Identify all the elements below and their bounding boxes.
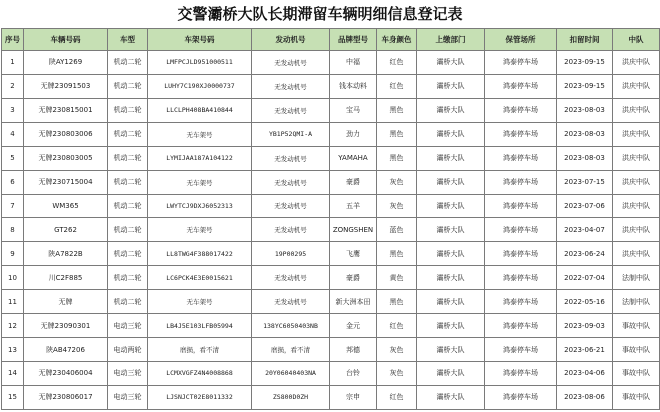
squad: 事故中队	[613, 338, 660, 362]
plate-number: WM365	[24, 194, 108, 218]
header-vehicle-type: 车型	[108, 29, 148, 51]
table-row	[2, 122, 660, 146]
body-color: 灰色	[377, 170, 417, 194]
brand-model: 金元	[330, 314, 377, 338]
vehicle-register-table	[1, 28, 660, 410]
vin-number: LWYTCJ9DXJ6052313	[148, 194, 252, 218]
row-index: 13	[2, 338, 24, 362]
brand-model: 邦德	[330, 338, 377, 362]
table-row	[2, 51, 660, 75]
body-color: 蓝色	[377, 218, 417, 242]
brand-model: 五羊	[330, 194, 377, 218]
plate-number: 无牌	[24, 290, 108, 314]
squad: 洪庆中队	[613, 98, 660, 122]
body-color: 黑色	[377, 146, 417, 170]
department: 灞桥大队	[417, 51, 485, 75]
row-index: 9	[2, 242, 24, 266]
body-color: 红色	[377, 74, 417, 98]
row-index: 15	[2, 385, 24, 409]
engine-number: 无发动机号	[252, 98, 330, 122]
vin-number: LJSNJCT02E8011332	[148, 385, 252, 409]
brand-model: YAMAHA	[330, 146, 377, 170]
department: 灞桥大队	[417, 290, 485, 314]
vin-number: LB4J5E103LFB05994	[148, 314, 252, 338]
row-index: 1	[2, 51, 24, 75]
storage-place: 鸿泰停车场	[485, 314, 557, 338]
plate-number: 无牌230406004	[24, 361, 108, 385]
detain-time: 2023-08-03	[557, 122, 613, 146]
row-index: 6	[2, 170, 24, 194]
engine-number: 20Y06040403NA	[252, 361, 330, 385]
row-index: 10	[2, 266, 24, 290]
header-engine-no: 发动机号	[252, 29, 330, 51]
vehicle-type: 机动二轮	[108, 122, 148, 146]
table-row	[2, 361, 660, 385]
vin-number: 无车架号	[148, 170, 252, 194]
row-index: 14	[2, 361, 24, 385]
vin-number: 无车架号	[148, 290, 252, 314]
table-header-row	[2, 29, 660, 51]
plate-number: 无牌230715004	[24, 170, 108, 194]
department: 灞桥大队	[417, 170, 485, 194]
row-index: 8	[2, 218, 24, 242]
brand-model: 劲力	[330, 122, 377, 146]
plate-number: 无牌230806017	[24, 385, 108, 409]
table-row	[2, 170, 660, 194]
brand-model: ZONGSHEN	[330, 218, 377, 242]
storage-place: 鸿泰停车场	[485, 74, 557, 98]
vehicle-type: 电动三轮	[108, 314, 148, 338]
table-row	[2, 98, 660, 122]
vin-number: 磨损，看不清	[148, 338, 252, 362]
plate-number: 无牌230815001	[24, 98, 108, 122]
vehicle-type: 机动二轮	[108, 194, 148, 218]
vin-number: LL8TWG4F388017422	[148, 242, 252, 266]
squad: 洪庆中队	[613, 170, 660, 194]
vehicle-type: 机动二轮	[108, 51, 148, 75]
plate-number: 陕AY1269	[24, 51, 108, 75]
storage-place: 鸿泰停车场	[485, 290, 557, 314]
brand-model: 钱本动料	[330, 74, 377, 98]
plate-number: 川C2F885	[24, 266, 108, 290]
plate-number: 无牌230803005	[24, 146, 108, 170]
storage-place: 鸿泰停车场	[485, 242, 557, 266]
engine-number: 无发动机号	[252, 51, 330, 75]
vin-number: LUHY7C190XJ0000737	[148, 74, 252, 98]
body-color: 灰色	[377, 338, 417, 362]
engine-number: 19P00295	[252, 242, 330, 266]
vehicle-type: 电动两轮	[108, 338, 148, 362]
table-row	[2, 218, 660, 242]
header-brand: 品牌型号	[330, 29, 377, 51]
engine-number: 无发动机号	[252, 146, 330, 170]
engine-number: YB1P52QMI-A	[252, 122, 330, 146]
squad: 法制中队	[613, 290, 660, 314]
brand-model: 新大洲本田	[330, 290, 377, 314]
storage-place: 鸿泰停车场	[485, 194, 557, 218]
vin-number: LMFPCJLD951000511	[148, 51, 252, 75]
vehicle-type: 机动二轮	[108, 146, 148, 170]
plate-number: 陕A7822B	[24, 242, 108, 266]
vin-number: LYMIJAA187A104122	[148, 146, 252, 170]
squad: 洪庆中队	[613, 146, 660, 170]
department: 灞桥大队	[417, 266, 485, 290]
header-index: 序号	[2, 29, 24, 51]
squad: 洪庆中队	[613, 194, 660, 218]
body-color: 红色	[377, 51, 417, 75]
storage-place: 鸿泰停车场	[485, 266, 557, 290]
detain-time: 2023-09-03	[557, 314, 613, 338]
brand-model: 豪爵	[330, 170, 377, 194]
storage-place: 鸿泰停车场	[485, 338, 557, 362]
header-squad: 中队	[613, 29, 660, 51]
body-color: 黑色	[377, 290, 417, 314]
table-row	[2, 266, 660, 290]
detain-time: 2023-06-21	[557, 338, 613, 362]
row-index: 7	[2, 194, 24, 218]
detain-time: 2023-09-15	[557, 51, 613, 75]
vin-number: LLCLPH408BA410844	[148, 98, 252, 122]
plate-number: 无牌23090301	[24, 314, 108, 338]
vehicle-type: 机动二轮	[108, 242, 148, 266]
vehicle-type: 机动二轮	[108, 218, 148, 242]
body-color: 黑色	[377, 98, 417, 122]
table-row	[2, 242, 660, 266]
engine-number: 无发动机号	[252, 194, 330, 218]
body-color: 黄色	[377, 266, 417, 290]
engine-number: 无发动机号	[252, 74, 330, 98]
squad: 事故中队	[613, 361, 660, 385]
body-color: 红色	[377, 314, 417, 338]
squad: 洪庆中队	[613, 218, 660, 242]
header-vin: 车架号码	[148, 29, 252, 51]
header-department: 上缴部门	[417, 29, 485, 51]
vehicle-type: 机动二轮	[108, 98, 148, 122]
engine-number: 无发动机号	[252, 218, 330, 242]
table-row	[2, 194, 660, 218]
row-index: 12	[2, 314, 24, 338]
row-index: 3	[2, 98, 24, 122]
engine-number: 磨损，看不清	[252, 338, 330, 362]
detain-time: 2022-07-04	[557, 266, 613, 290]
squad: 洪庆中队	[613, 242, 660, 266]
row-index: 5	[2, 146, 24, 170]
storage-place: 鸿泰停车场	[485, 361, 557, 385]
table-row	[2, 290, 660, 314]
body-color: 灰色	[377, 194, 417, 218]
body-color: 黑色	[377, 122, 417, 146]
department: 灞桥大队	[417, 385, 485, 409]
department: 灞桥大队	[417, 122, 485, 146]
detain-time: 2023-07-15	[557, 170, 613, 194]
header-detain-time: 扣留时间	[557, 29, 613, 51]
header-plate: 车辆号码	[24, 29, 108, 51]
header-storage: 保管场所	[485, 29, 557, 51]
body-color: 红色	[377, 385, 417, 409]
department: 灞桥大队	[417, 242, 485, 266]
row-index: 2	[2, 74, 24, 98]
department: 灞桥大队	[417, 338, 485, 362]
storage-place: 鸿泰停车场	[485, 218, 557, 242]
header-color: 车身颜色	[377, 29, 417, 51]
detain-time: 2023-06-24	[557, 242, 613, 266]
squad: 洪庆中队	[613, 122, 660, 146]
squad: 事故中队	[613, 385, 660, 409]
row-index: 11	[2, 290, 24, 314]
brand-model: 宗申	[330, 385, 377, 409]
storage-place: 鸿泰停车场	[485, 98, 557, 122]
storage-place: 鸿泰停车场	[485, 122, 557, 146]
storage-place: 鸿泰停车场	[485, 146, 557, 170]
plate-number: GT262	[24, 218, 108, 242]
table-row	[2, 338, 660, 362]
vin-number: LCMXVGFZ4N4008868	[148, 361, 252, 385]
plate-number: 无牌23091503	[24, 74, 108, 98]
vehicle-type: 机动二轮	[108, 266, 148, 290]
detain-time: 2022-05-16	[557, 290, 613, 314]
row-index: 4	[2, 122, 24, 146]
vin-number: 无车架号	[148, 218, 252, 242]
squad: 事故中队	[613, 314, 660, 338]
body-color: 灰色	[377, 361, 417, 385]
storage-place: 鸿泰停车场	[485, 385, 557, 409]
department: 灞桥大队	[417, 74, 485, 98]
plate-number: 无牌230803006	[24, 122, 108, 146]
squad: 洪庆中队	[613, 74, 660, 98]
body-color: 黑色	[377, 242, 417, 266]
vehicle-type: 机动二轮	[108, 74, 148, 98]
detain-time: 2023-04-07	[557, 218, 613, 242]
brand-model: 宝马	[330, 98, 377, 122]
brand-model: 台铃	[330, 361, 377, 385]
engine-number: 无发动机号	[252, 170, 330, 194]
table-row	[2, 74, 660, 98]
department: 灞桥大队	[417, 361, 485, 385]
detain-time: 2023-04-06	[557, 361, 613, 385]
detain-time: 2023-07-06	[557, 194, 613, 218]
table-row	[2, 385, 660, 409]
table-body	[2, 51, 660, 410]
brand-model: 豪爵	[330, 266, 377, 290]
engine-number: 138YC6050403NB	[252, 314, 330, 338]
vehicle-type: 机动二轮	[108, 170, 148, 194]
table-row	[2, 146, 660, 170]
storage-place: 鸿泰停车场	[485, 170, 557, 194]
department: 灞桥大队	[417, 314, 485, 338]
vehicle-type: 电动三轮	[108, 385, 148, 409]
brand-model: 飞鹰	[330, 242, 377, 266]
department: 灞桥大队	[417, 194, 485, 218]
detain-time: 2023-08-03	[557, 146, 613, 170]
engine-number: ZS800D0ZH	[252, 385, 330, 409]
storage-place: 鸿泰停车场	[485, 51, 557, 75]
table-row	[2, 314, 660, 338]
department: 灞桥大队	[417, 146, 485, 170]
engine-number: 无发动机号	[252, 290, 330, 314]
vehicle-type: 电动三轮	[108, 361, 148, 385]
vin-number: 无车架号	[148, 122, 252, 146]
department: 灞桥大队	[417, 218, 485, 242]
detain-time: 2023-08-06	[557, 385, 613, 409]
detain-time: 2023-08-03	[557, 98, 613, 122]
engine-number: 无发动机号	[252, 266, 330, 290]
page-title: 交警灞桥大队长期滞留车辆明细信息登记表	[177, 5, 463, 23]
brand-model: 中福	[330, 51, 377, 75]
plate-number: 陕AB47206	[24, 338, 108, 362]
department: 灞桥大队	[417, 98, 485, 122]
squad: 洪庆中队	[613, 51, 660, 75]
squad: 法制中队	[613, 266, 660, 290]
detain-time: 2023-09-15	[557, 74, 613, 98]
vehicle-type: 机动二轮	[108, 290, 148, 314]
vin-number: LC6PCK4E3E0015621	[148, 266, 252, 290]
